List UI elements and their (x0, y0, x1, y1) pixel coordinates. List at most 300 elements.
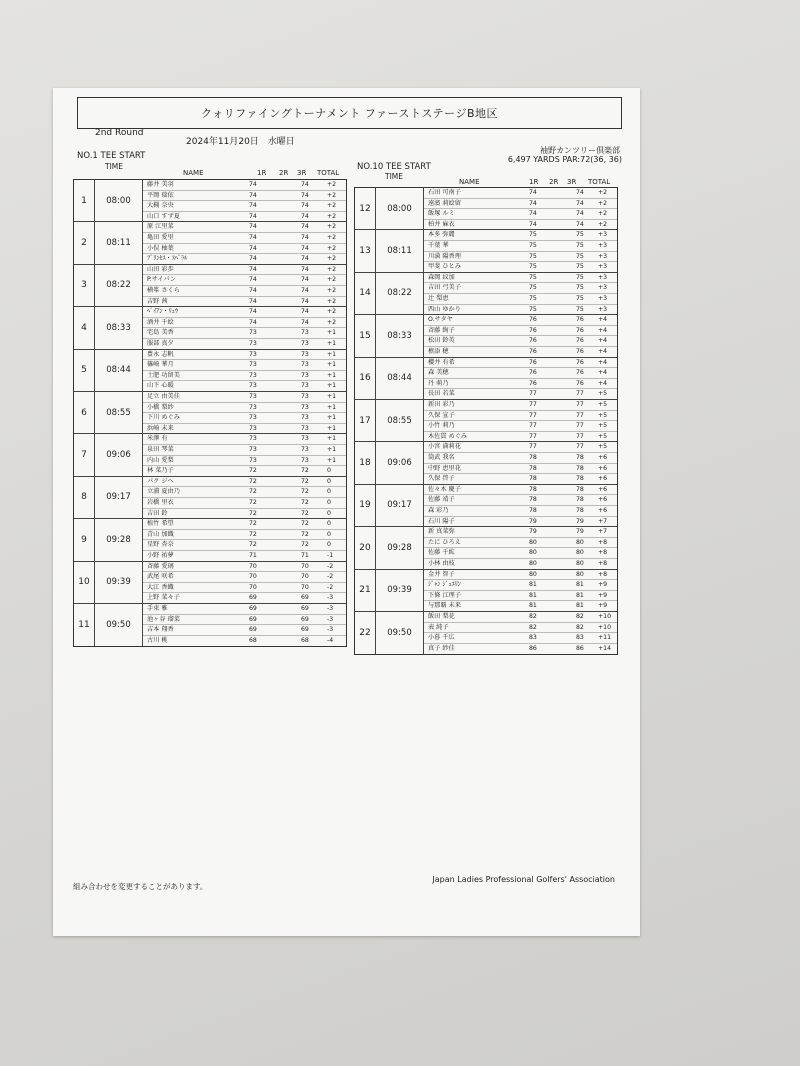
group-row (74, 519, 346, 561)
round1-score: 75 (529, 263, 537, 271)
player-row (424, 336, 617, 347)
round1-score: 69 (249, 604, 257, 612)
group-number: 15 (355, 315, 376, 356)
total-score: 72 (301, 530, 309, 538)
to-par-score: +1 (327, 456, 337, 464)
total-score: 73 (301, 329, 309, 337)
group-number: 8 (74, 477, 95, 518)
player-row (143, 593, 346, 604)
to-par-score: +4 (598, 369, 608, 377)
total-score: 74 (301, 212, 309, 220)
group-number: 2 (74, 222, 95, 263)
round1-score: 73 (249, 350, 257, 358)
round1-score: 72 (249, 541, 257, 549)
tee-time: 08:11 (95, 222, 143, 263)
player-row (424, 506, 617, 517)
player-name: 櫻井 有希 (428, 358, 455, 366)
round1-score: 72 (249, 488, 257, 496)
total-score: 74 (301, 223, 309, 231)
player-row (143, 487, 346, 498)
player-name: 下條 江理子 (428, 591, 461, 599)
to-par-score: +5 (598, 411, 608, 419)
total-score: 74 (301, 244, 309, 252)
total-score: 69 (301, 626, 309, 634)
r2-header: 2R (549, 178, 559, 186)
player-list (424, 612, 617, 654)
total-score: 75 (576, 231, 584, 239)
round1-score: 76 (529, 337, 537, 345)
name-header: NAME (459, 178, 480, 186)
round1-score: 77 (529, 390, 537, 398)
group-row (74, 604, 346, 646)
player-name: 浜崎 未来 (147, 424, 174, 432)
total-score: 74 (576, 189, 584, 196)
total-score: 78 (576, 453, 584, 461)
round-label: 2nd Round (95, 128, 144, 138)
round1-score: 73 (249, 361, 257, 369)
tee-time: 08:22 (95, 265, 143, 306)
round1-score: 80 (529, 538, 537, 546)
to-par-score: +1 (327, 424, 337, 432)
player-name: 上野 菜々子 (147, 594, 180, 602)
to-par-score: +3 (598, 273, 608, 281)
to-par-score: +2 (598, 199, 608, 207)
round1-score: 76 (529, 326, 537, 334)
group-number: 22 (355, 612, 376, 654)
total-score: 73 (301, 350, 309, 358)
total-score: 75 (576, 252, 584, 260)
round1-score: 76 (529, 347, 537, 355)
total-score: 73 (301, 424, 309, 432)
player-row (424, 517, 617, 528)
to-par-score: +10 (598, 612, 612, 620)
group-number: 11 (74, 604, 95, 646)
to-par-score: +8 (598, 538, 608, 546)
round1-score: 74 (249, 223, 257, 231)
round1-score: 74 (529, 220, 537, 228)
column-headers-right (354, 178, 616, 187)
player-row (143, 530, 346, 541)
player-row (424, 633, 617, 644)
player-name: 森岡 紋加 (428, 273, 455, 281)
player-row (424, 464, 617, 475)
player-row (424, 389, 617, 400)
player-list (424, 358, 617, 399)
group-row (355, 188, 617, 230)
total-score: 75 (576, 273, 584, 281)
player-name: 植竹 希望 (147, 520, 174, 528)
round1-score: 79 (529, 517, 537, 525)
player-row (424, 432, 617, 443)
player-list (424, 400, 617, 441)
player-list (424, 485, 617, 526)
player-row (424, 252, 617, 263)
player-name: 木佐貫 めぐみ (428, 432, 468, 440)
player-name: 中野 恵里花 (428, 464, 461, 472)
total-score: 77 (576, 411, 584, 419)
player-row (424, 474, 617, 485)
player-row (143, 328, 346, 339)
to-par-score: -3 (327, 594, 334, 602)
total-score: 69 (301, 615, 309, 623)
total-header: TOTAL (317, 169, 340, 177)
group-row (355, 527, 617, 569)
to-par-score: 0 (327, 498, 331, 506)
player-name: 石川 陽子 (428, 517, 455, 525)
player-name: 新田 彩乃 (428, 400, 455, 408)
tee-time: 08:44 (376, 358, 424, 399)
tee-time: 09:28 (95, 519, 143, 560)
group-row (355, 315, 617, 357)
round1-score: 74 (529, 189, 537, 196)
player-row (424, 273, 617, 284)
to-par-score: +2 (327, 233, 337, 241)
round1-score: 78 (529, 485, 537, 493)
player-name: 手束 雅 (147, 604, 168, 612)
round1-score: 77 (529, 411, 537, 419)
total-score: 72 (301, 498, 309, 506)
player-name: 内山 愛梨 (147, 456, 174, 464)
player-name: 山田 彩歩 (147, 265, 174, 273)
to-par-score: +10 (598, 623, 612, 631)
player-name: 古川 桃 (147, 636, 168, 644)
r1-header: 1R (257, 169, 267, 177)
group-row (74, 180, 346, 222)
player-name: 久保 啓子 (428, 475, 455, 483)
player-name: 原 江里菜 (147, 223, 174, 231)
change-notice: 組み合わせを変更することがあります。 (73, 882, 208, 891)
player-name: 林 菜乃子 (147, 467, 174, 475)
player-list (143, 307, 346, 348)
player-name: 本多 弥麗 (428, 231, 455, 239)
to-par-score: +1 (327, 339, 337, 347)
to-par-score: +3 (598, 305, 608, 313)
to-par-score: -4 (327, 636, 334, 644)
player-row (143, 286, 346, 297)
group-row (74, 350, 346, 392)
total-score: 73 (301, 435, 309, 443)
total-score: 80 (576, 549, 584, 557)
tee-time: 09:06 (376, 442, 424, 483)
group-row (355, 612, 617, 654)
player-name: 吉田 鈴 (147, 509, 168, 517)
round1-score: 74 (249, 255, 257, 263)
player-name: 武尾 咲希 (147, 573, 174, 581)
tee-time: 08:22 (376, 273, 424, 314)
player-name: 槙添 穂 (428, 347, 449, 355)
total-score: 81 (576, 581, 584, 589)
player-list (143, 222, 346, 263)
player-name: 辻 梨恵 (428, 294, 449, 302)
player-name: ﾌﾟﾘﾝｾｽ・ｽﾍﾟﾗﾙ (147, 255, 188, 263)
course-yardage: 6,497 YARDS PAR:72(36, 36) (507, 155, 622, 164)
player-row (143, 265, 346, 276)
total-score: 74 (301, 297, 309, 305)
to-par-score: +5 (598, 432, 608, 440)
round1-score: 73 (249, 424, 257, 432)
total-score: 74 (576, 210, 584, 218)
to-par-score: +8 (598, 559, 608, 567)
player-name: 岩橋 里衣 (147, 498, 174, 506)
player-list (143, 392, 346, 433)
to-par-score: +6 (598, 485, 608, 493)
player-name: 久保 宣子 (428, 411, 455, 419)
player-row (424, 495, 617, 506)
to-par-score: +9 (598, 581, 608, 589)
total-score: 76 (576, 379, 584, 387)
player-list (143, 434, 346, 475)
player-row (143, 604, 346, 615)
group-number: 6 (74, 392, 95, 433)
player-row (143, 519, 346, 530)
player-name: P.サイパン (147, 276, 176, 284)
player-list (424, 188, 617, 229)
player-row (143, 498, 346, 509)
total-score: 72 (301, 467, 309, 475)
round1-score: 78 (529, 464, 537, 472)
to-par-score: +4 (598, 326, 608, 334)
group-number: 4 (74, 307, 95, 348)
player-row (143, 551, 346, 562)
total-score: 80 (576, 559, 584, 567)
player-list (143, 350, 346, 391)
player-name: 星野 杏奈 (147, 541, 174, 549)
total-header: TOTAL (588, 178, 611, 186)
tee-time: 09:17 (376, 485, 424, 526)
r3-header: 3R (297, 169, 307, 177)
player-row (424, 209, 617, 220)
player-row (424, 570, 617, 581)
date-label: 2024年11月20日 水曜日 (186, 137, 295, 147)
player-name: 池ヶ谷 瑠菜 (147, 615, 180, 623)
to-par-score: +6 (598, 496, 608, 504)
player-name: 亀田 愛里 (147, 233, 174, 241)
round1-score: 82 (529, 623, 537, 631)
player-row (424, 220, 617, 231)
player-row (143, 307, 346, 318)
tee-time: 09:06 (95, 434, 143, 475)
player-row (143, 615, 346, 626)
total-score: 75 (576, 294, 584, 302)
player-row (143, 477, 346, 488)
player-name: 小野 祐夢 (147, 551, 174, 559)
player-name: 小橋 梨紗 (147, 403, 174, 411)
to-par-score: 0 (327, 488, 331, 496)
tee-time: 09:28 (376, 527, 424, 568)
to-par-score: +1 (327, 382, 337, 390)
total-score: 70 (301, 583, 309, 591)
to-par-score: +2 (327, 191, 337, 199)
player-row (143, 191, 346, 202)
player-row (143, 297, 346, 308)
to-par-score: +9 (598, 591, 608, 599)
to-par-score: +2 (598, 210, 608, 218)
player-row (143, 222, 346, 233)
player-list (424, 273, 617, 314)
total-score: 73 (301, 456, 309, 464)
to-par-score: +3 (598, 252, 608, 260)
player-row (424, 283, 617, 294)
group-row (355, 358, 617, 400)
page-title: クォリファイングトーナメント ファーストステージB地区 (77, 97, 622, 129)
player-name: ｼﾞｬﾝ ｼﾞｭｴﾘﾝ (428, 581, 461, 589)
group-number: 12 (355, 188, 376, 229)
player-row (143, 456, 346, 467)
total-score: 75 (576, 305, 584, 313)
tee-time: 09:39 (376, 570, 424, 611)
to-par-score: +1 (327, 403, 337, 411)
to-par-score: +1 (327, 445, 337, 453)
player-name: 飯田 梨花 (428, 612, 455, 620)
player-row (424, 612, 617, 623)
to-par-score: +1 (327, 329, 337, 337)
to-par-score: +11 (598, 634, 612, 642)
round1-score: 78 (529, 453, 537, 461)
total-score: 74 (576, 199, 584, 207)
player-row (424, 368, 617, 379)
player-row (143, 275, 346, 286)
player-name: 筒武 我名 (428, 453, 455, 461)
round1-score: 74 (249, 191, 257, 199)
player-list (424, 442, 617, 483)
to-par-score: +2 (327, 202, 337, 210)
to-par-score: +2 (327, 276, 337, 284)
player-name: 宅島 美香 (147, 329, 174, 337)
to-par-score: +2 (598, 189, 608, 196)
player-row (424, 199, 617, 210)
to-par-score: +3 (598, 294, 608, 302)
to-par-score: +1 (327, 350, 337, 358)
player-name: 長田 若菜 (428, 390, 455, 398)
to-par-score: 0 (327, 520, 331, 528)
to-par-score: +2 (327, 308, 337, 316)
round1-score: 74 (529, 199, 537, 207)
r2-header: 2R (279, 169, 289, 177)
group-number: 9 (74, 519, 95, 560)
group-number: 1 (74, 180, 95, 221)
player-name: 青山 加織 (147, 530, 174, 538)
round1-score: 78 (529, 506, 537, 514)
group-number: 21 (355, 570, 376, 611)
player-row (143, 201, 346, 212)
to-par-score: +2 (327, 297, 337, 305)
round1-score: 73 (249, 392, 257, 400)
tee-label-right: NO.10 TEE START (357, 162, 431, 172)
to-par-score: +4 (598, 358, 608, 366)
round1-score: 73 (249, 456, 257, 464)
player-name: 川満 陽香理 (428, 252, 461, 260)
player-row (424, 305, 617, 316)
to-par-score: 0 (327, 509, 331, 517)
to-par-score: +1 (327, 371, 337, 379)
player-row (424, 644, 617, 655)
player-row (143, 509, 346, 520)
player-list (143, 519, 346, 560)
group-number: 20 (355, 527, 376, 568)
to-par-score: +2 (327, 244, 337, 252)
group-row (74, 307, 346, 349)
total-score: 79 (576, 528, 584, 536)
round1-score: 74 (249, 308, 257, 316)
round1-score: 75 (529, 294, 537, 302)
to-par-score: -2 (327, 583, 334, 591)
r1-header: 1R (529, 178, 539, 186)
player-name: 篠崎 華月 (147, 361, 174, 369)
total-score: 72 (301, 509, 309, 517)
total-score: 76 (576, 337, 584, 345)
player-list (143, 265, 346, 306)
group-number: 18 (355, 442, 376, 483)
player-row (143, 424, 346, 435)
player-name: 泉田 琴菜 (147, 445, 174, 453)
player-row (143, 233, 346, 244)
player-row (143, 403, 346, 414)
tee-time: 08:55 (376, 400, 424, 441)
player-list (424, 527, 617, 568)
player-name: 金井 智子 (428, 570, 455, 578)
round1-score: 69 (249, 594, 257, 602)
to-par-score: +2 (327, 286, 337, 294)
round1-score: 74 (249, 233, 257, 241)
round1-score: 72 (249, 467, 257, 475)
total-score: 81 (576, 591, 584, 599)
total-score: 76 (576, 369, 584, 377)
total-score: 78 (576, 506, 584, 514)
total-score: 77 (576, 432, 584, 440)
total-score: 77 (576, 390, 584, 398)
tee-table-left (73, 179, 347, 647)
to-par-score: +2 (327, 223, 337, 231)
player-list (424, 230, 617, 271)
player-name: 佐藤 靖子 (428, 496, 455, 504)
to-par-score: +6 (598, 506, 608, 514)
round1-score: 80 (529, 570, 537, 578)
total-score: 74 (301, 318, 309, 326)
tee-time: 08:33 (376, 315, 424, 356)
group-number: 10 (74, 562, 95, 603)
player-name: 斉藤 絢子 (428, 326, 455, 334)
document-page (53, 88, 640, 936)
round1-score: 77 (529, 443, 537, 451)
player-row (424, 421, 617, 432)
player-name: 森 彩乃 (428, 506, 449, 514)
round1-score: 74 (249, 181, 257, 188)
player-row (143, 254, 346, 265)
player-row (424, 188, 617, 199)
round1-score: 73 (249, 339, 257, 347)
player-name: 横峯 さくら (147, 286, 180, 294)
player-name: 藤井 美羽 (147, 181, 174, 188)
round1-score: 80 (529, 559, 537, 567)
round1-score: 74 (249, 318, 257, 326)
round1-score: 72 (249, 530, 257, 538)
round1-score: 73 (249, 371, 257, 379)
player-row (424, 241, 617, 252)
group-number: 14 (355, 273, 376, 314)
round1-score: 68 (249, 636, 257, 644)
player-name: 山下 心暖 (147, 382, 174, 390)
r3-header: 3R (567, 178, 577, 186)
player-name: 酒井 千絵 (147, 318, 174, 326)
total-score: 69 (301, 594, 309, 602)
to-par-score: +1 (327, 392, 337, 400)
round1-score: 81 (529, 581, 537, 589)
round1-score: 76 (529, 369, 537, 377)
round1-score: 75 (529, 305, 537, 313)
player-name: 甲斐 ひとみ (428, 263, 461, 271)
round1-score: 73 (249, 435, 257, 443)
player-row (143, 434, 346, 445)
